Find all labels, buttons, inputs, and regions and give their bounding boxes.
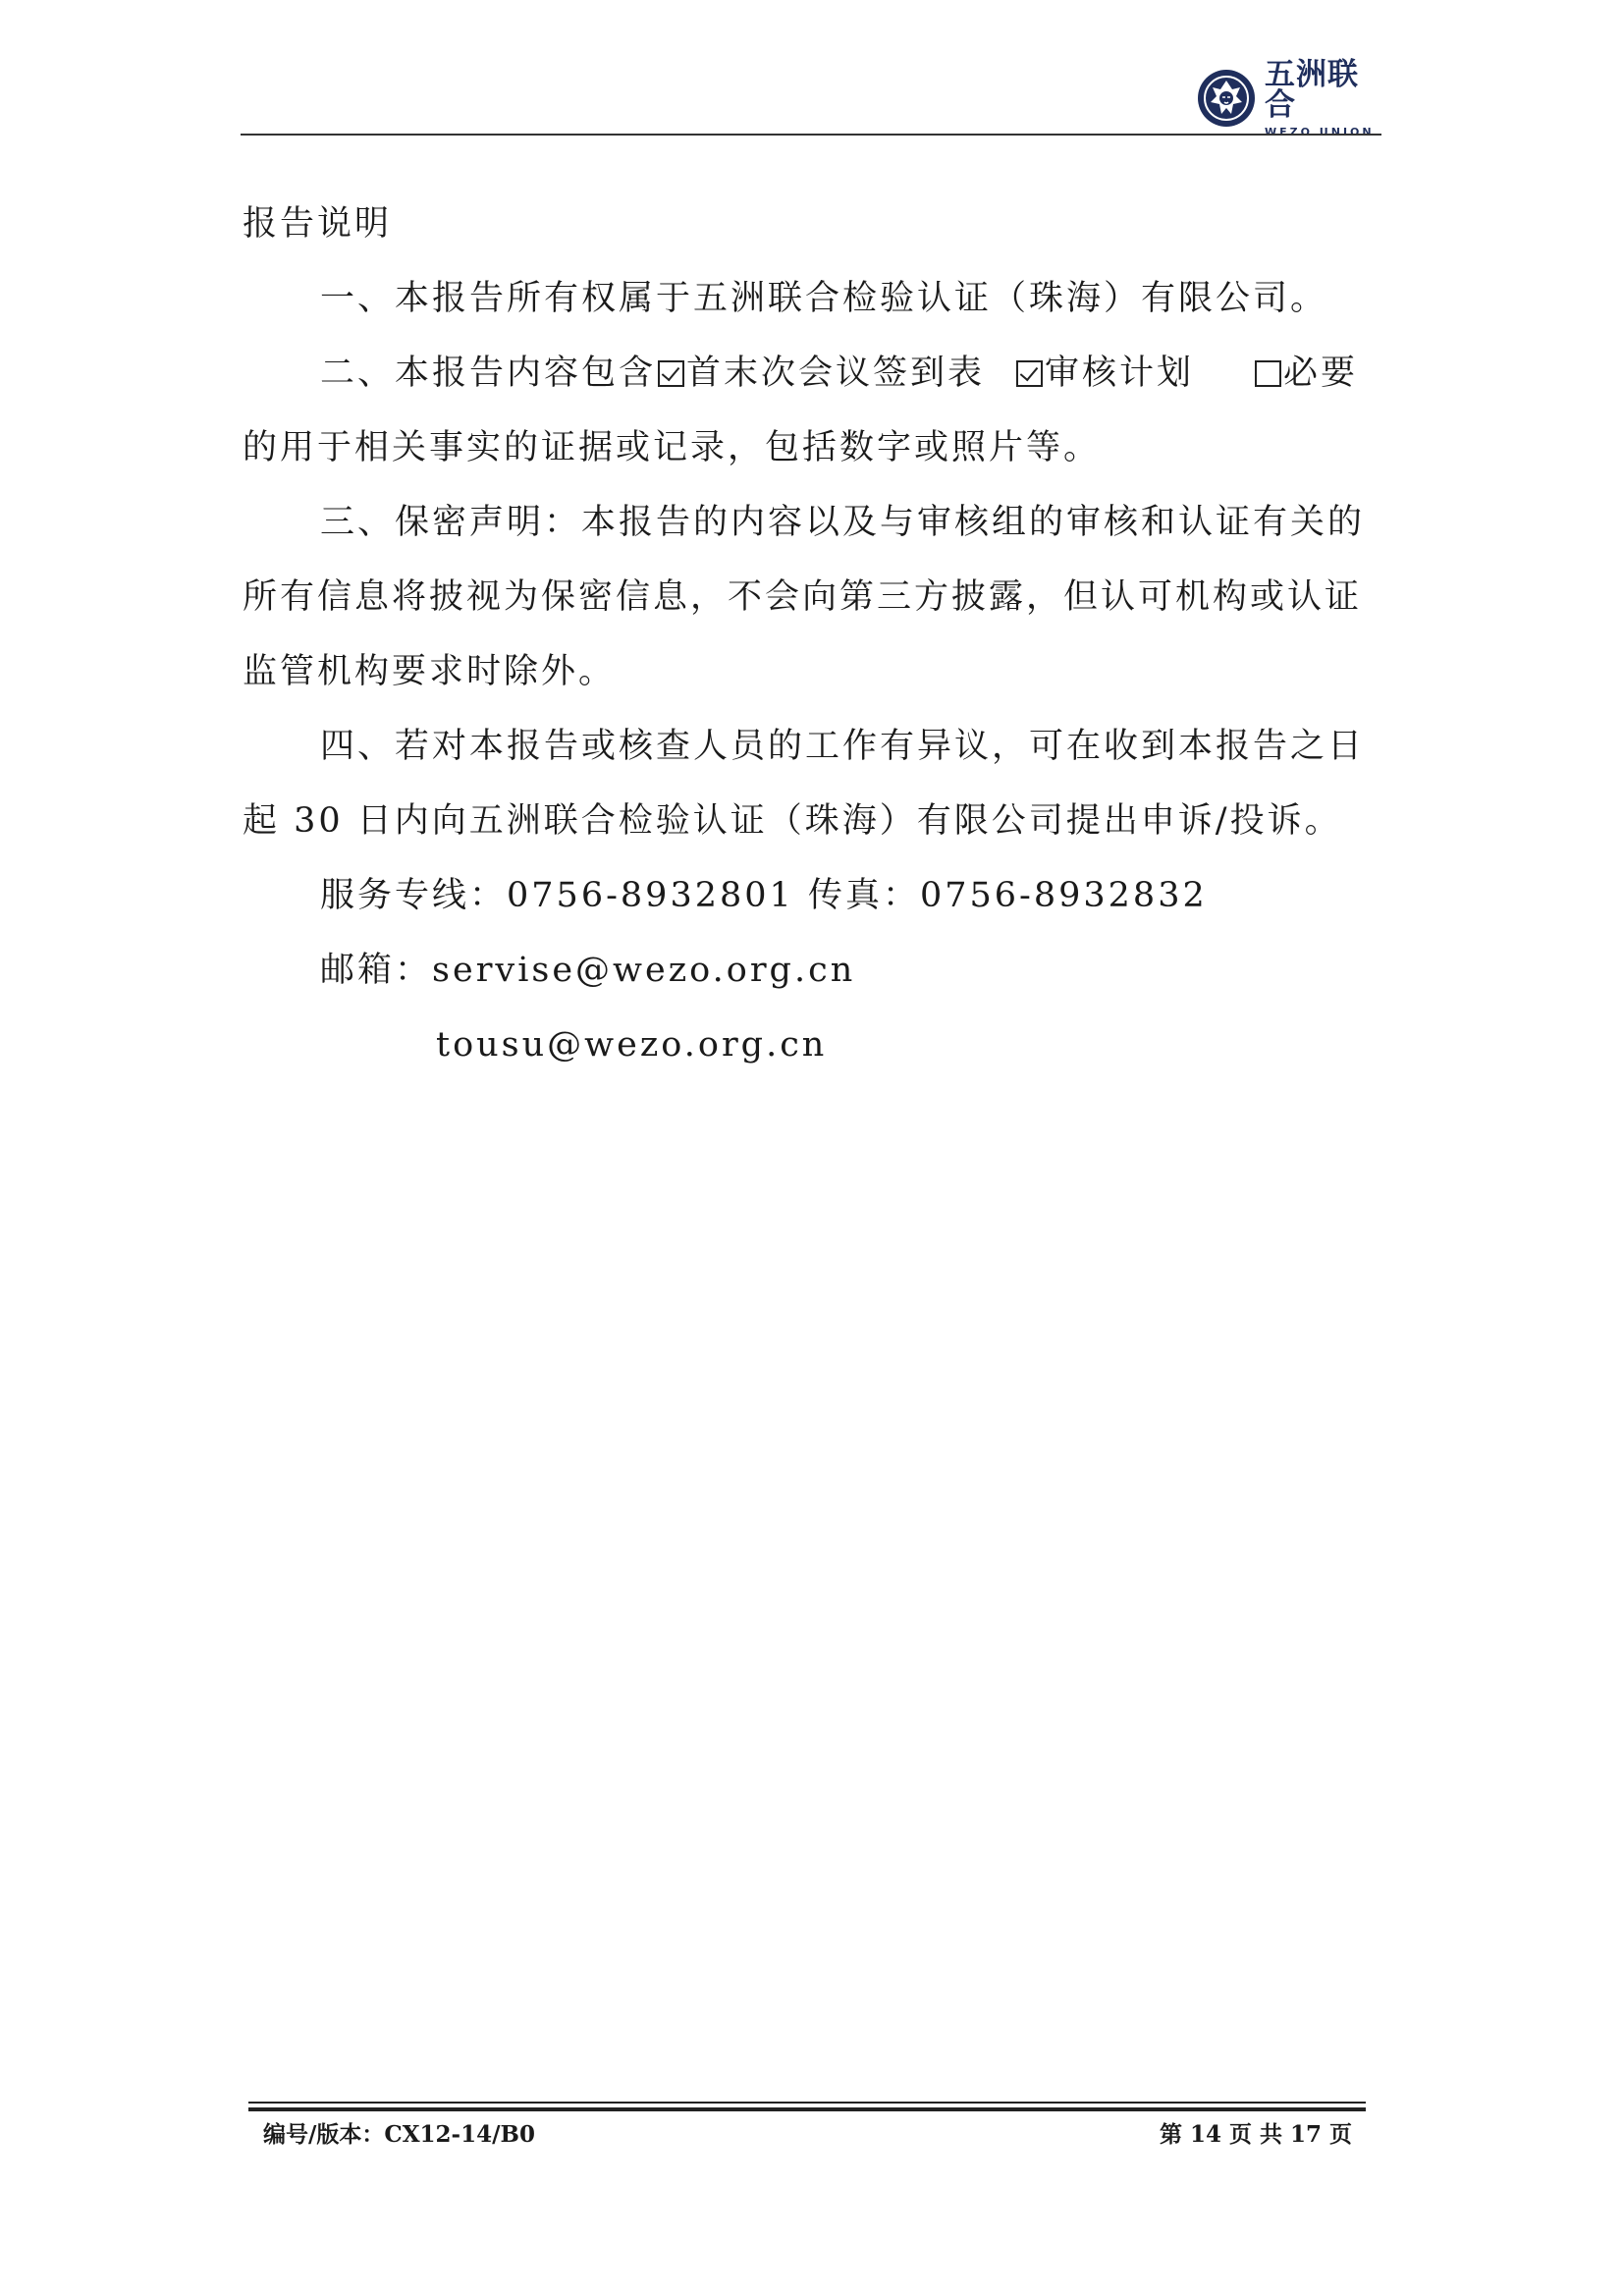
contents-item-sign-in-sheet: 首末次会议签到表 [686,354,986,393]
report-notes [243,187,1381,1082]
paragraph-contents-line2: 的用于相关事实的证据或记录，包括数字或照片等。 [243,428,1102,467]
contents-item-evidence: 必要 [1283,354,1359,393]
checkbox-audit-plan [1016,360,1043,387]
section-title: 报告说明 [243,204,393,244]
contact-phone-line [243,858,1381,933]
paragraph-confidentiality-line3: 监管机构要求时除外。 [243,652,617,691]
company-logo [1196,56,1382,138]
hotline-number: 0756-8932801 [507,876,794,915]
document-number: 编号/版本：CX12-14/B0 [263,2121,535,2148]
checkbox-sign-in-sheet [658,360,684,387]
logo-english-name: WEZO UNION [1265,125,1375,138]
contact-email-line [243,933,1381,1008]
checkbox-evidence [1255,360,1281,387]
footer-divider-thin [248,2102,1366,2104]
header-divider [241,134,1381,136]
paragraph-appeal-line2: 起 30 日内向五洲联合检验认证（珠海）有限公司提出申诉/投诉。 [243,801,1342,841]
footer-divider-thick [248,2107,1366,2111]
lion-emblem-icon [1196,68,1257,129]
service-email: servise@wezo.org.cn [432,951,856,990]
complaint-email: tousu@wezo.org.cn [436,1025,828,1065]
contents-prefix: 二、本报告内容包含 [320,354,657,393]
fax-label: 传真： [807,876,920,915]
email-label: 邮箱： [320,951,433,990]
fax-number: 0756-8932832 [919,876,1208,915]
paragraph-confidentiality-line2: 所有信息将披视为保密信息，不会向第三方披露，但认可机构或认证 [243,577,1363,617]
hotline-label: 服务专线： [320,876,508,915]
paragraph-appeal: 四、若对本报告或核查人员的工作有异议，可在收到本报告之日 [320,727,1366,766]
logo-chinese-name: 五洲联合 [1265,56,1359,123]
page-number: 第 14 页 共 17 页 [1159,2121,1352,2148]
paragraph-confidentiality: 三、保密声明：本报告的内容以及与审核组的审核和认证有关的 [320,503,1366,542]
paragraph-ownership: 一、本报告所有权属于五洲联合检验认证（珠海）有限公司。 [320,279,1328,318]
paragraph-contents [243,336,1381,410]
contents-item-audit-plan: 审核计划 [1045,354,1195,393]
